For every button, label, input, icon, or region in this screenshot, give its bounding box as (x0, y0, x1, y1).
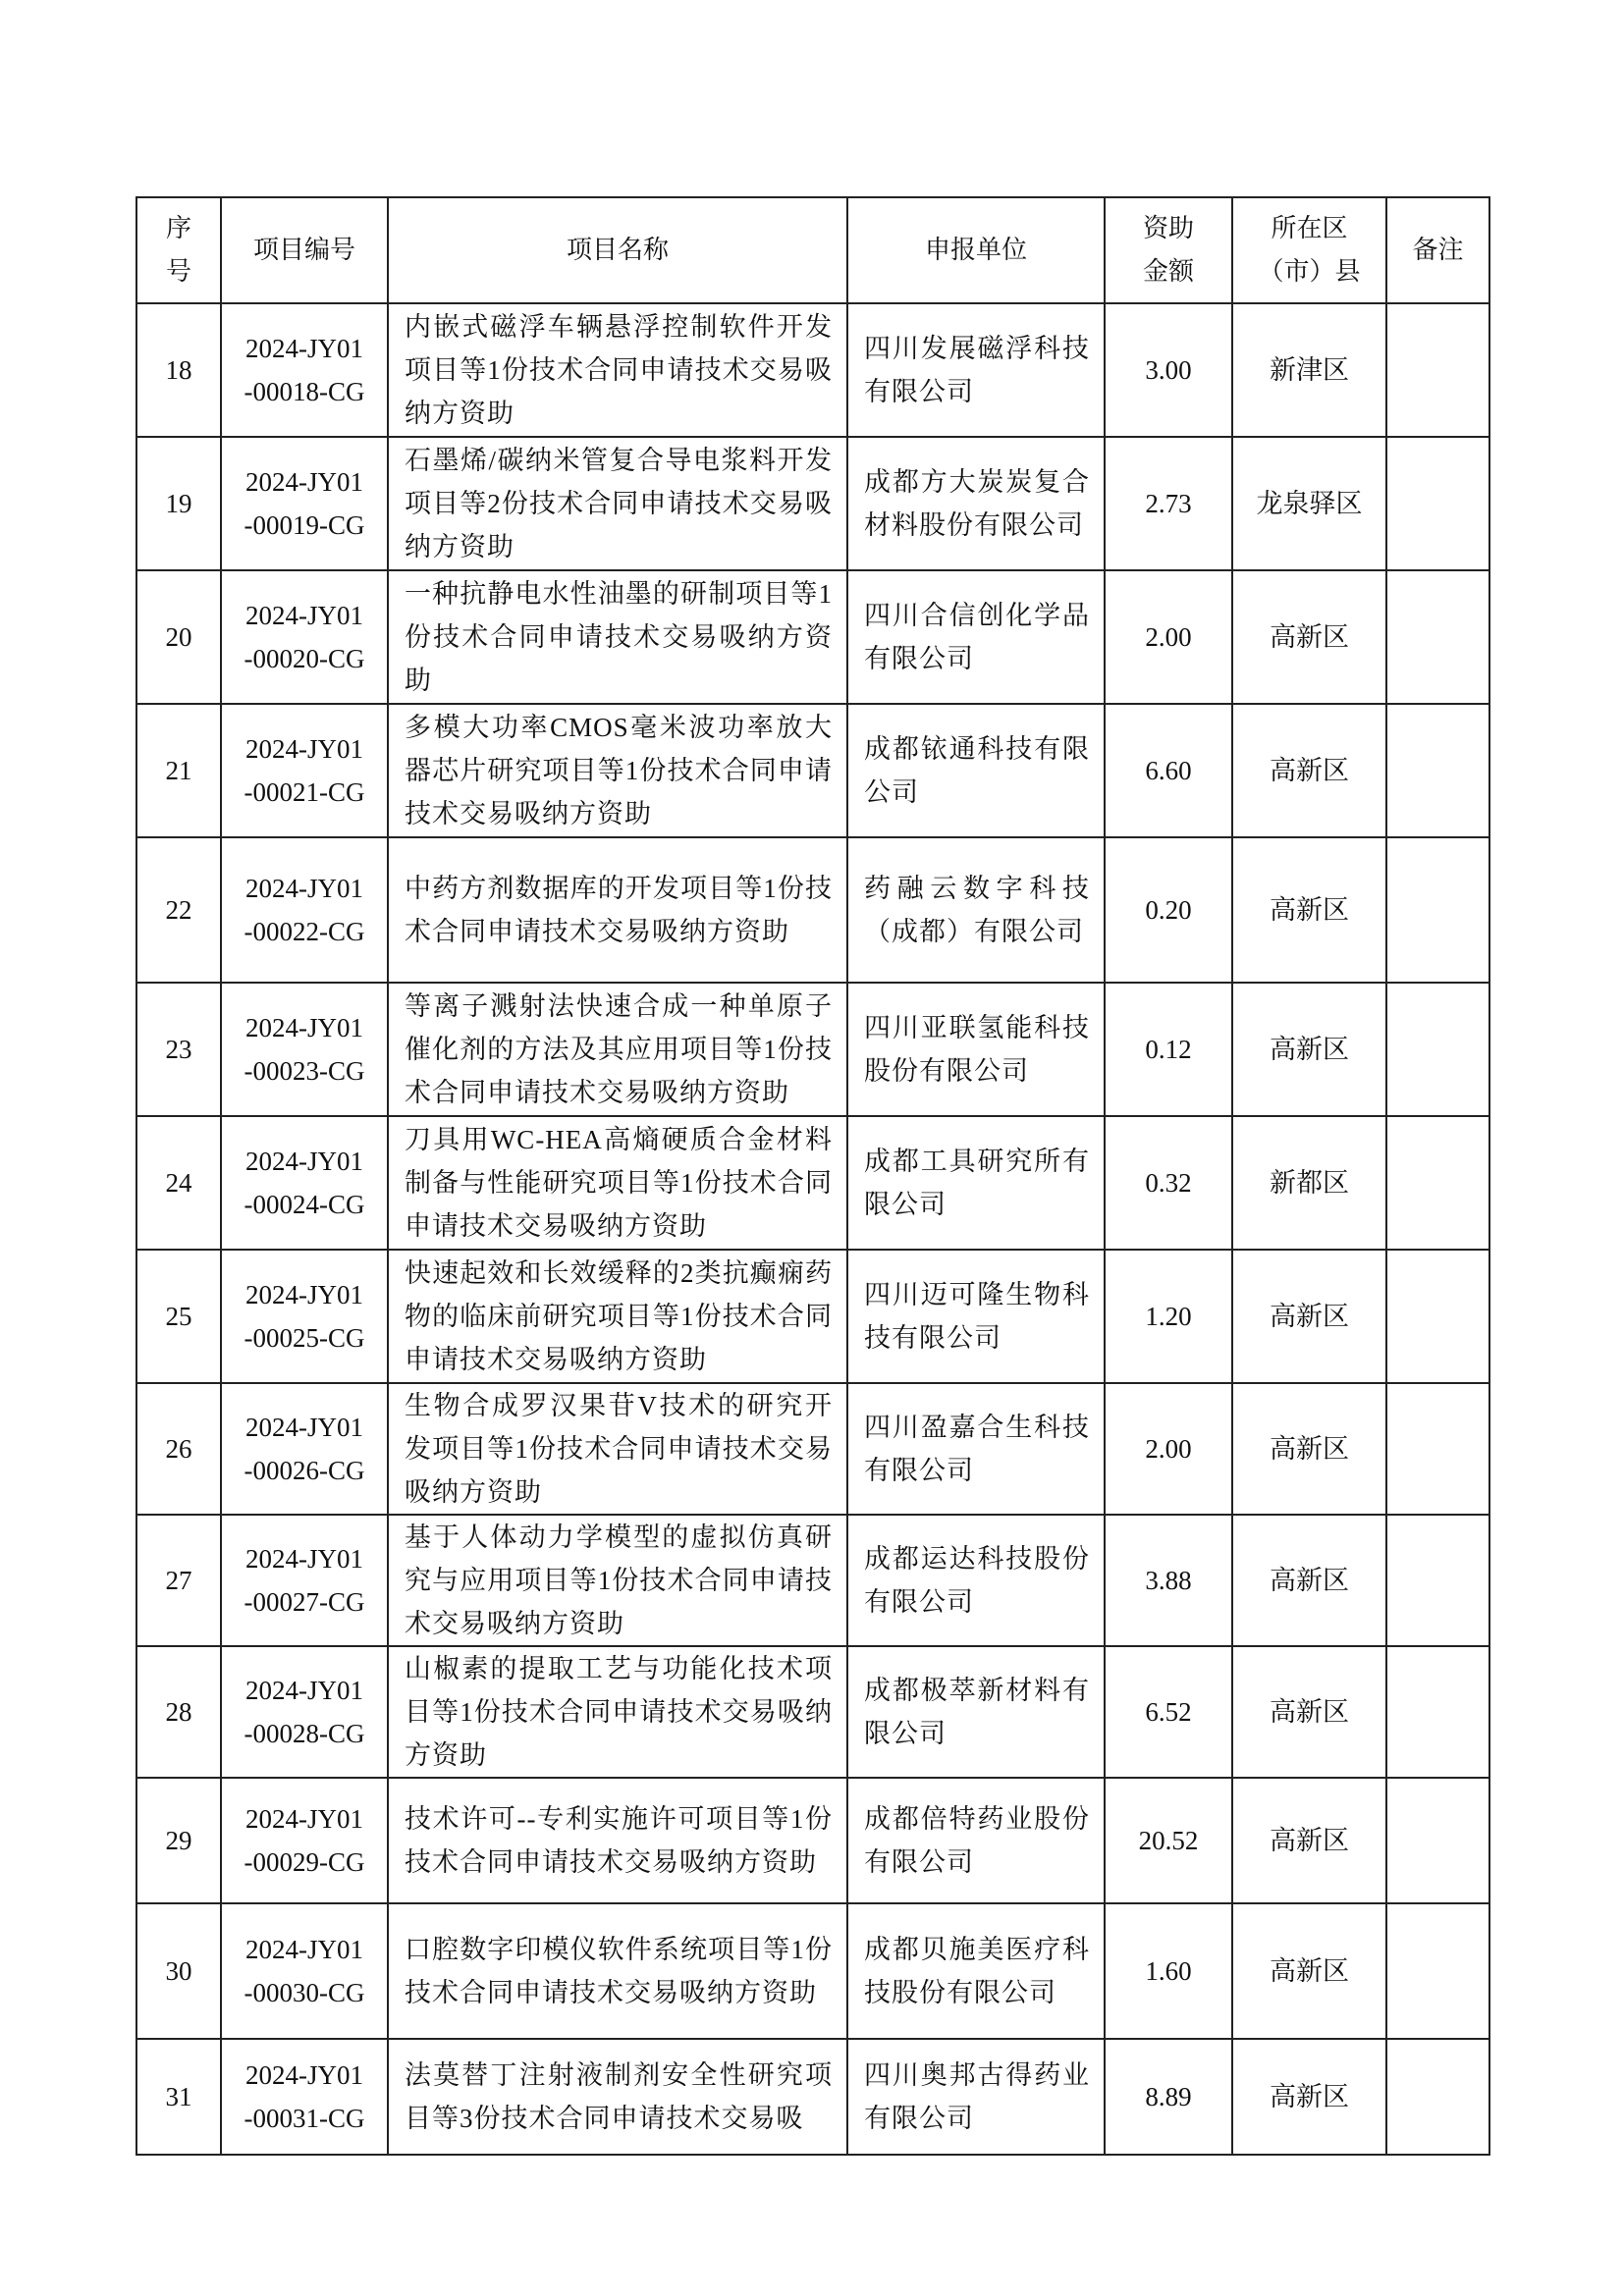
header-district: 所在区 （市）县 (1232, 197, 1386, 303)
funding-table (135, 196, 1490, 2156)
table-header-row (136, 197, 1489, 303)
cell-note (1386, 1646, 1489, 1778)
cell-code-line1: 2024-JY01 (245, 1147, 363, 1176)
cell-code (221, 1116, 388, 1250)
cell-amount: 1.60 (1105, 1903, 1232, 2039)
cell-code-line2: -00020-CG (244, 644, 365, 673)
cell-unit: 成都倍特药业股份有限公司 (847, 1778, 1105, 1903)
cell-project-name: 技术许可--专利实施许可项目等1份技术合同申请技术交易吸纳方资助 (388, 1778, 847, 1903)
cell-code-line2: -00026-CG (244, 1456, 365, 1485)
cell-district: 高新区 (1232, 2039, 1386, 2155)
cell-amount: 6.60 (1105, 704, 1232, 837)
cell-district: 高新区 (1232, 983, 1386, 1116)
cell-project-name: 一种抗静电水性油墨的研制项目等1份技术合同申请技术交易吸纳方资助 (388, 570, 847, 704)
cell-project-name: 内嵌式磁浮车辆悬浮控制软件开发项目等1份技术合同申请技术交易吸纳方资助 (388, 303, 847, 437)
cell-code-line2: -00019-CG (244, 510, 365, 540)
cell-note (1386, 1515, 1489, 1646)
cell-seq: 20 (136, 570, 221, 704)
cell-code (221, 1515, 388, 1646)
cell-note (1386, 1903, 1489, 2039)
header-name: 项目名称 (388, 197, 847, 303)
cell-project-name: 多模大功率CMOS毫米波功率放大器芯片研究项目等1份技术合同申请技术交易吸纳方资助 (388, 704, 847, 837)
cell-note (1386, 1778, 1489, 1903)
cell-code (221, 837, 388, 983)
cell-unit: 成都极萃新材料有限公司 (847, 1646, 1105, 1778)
document-page (135, 196, 1489, 2156)
cell-project-name: 法莫替丁注射液制剂安全性研究项目等3份技术合同申请技术交易吸 (388, 2039, 847, 2155)
cell-project-name: 口腔数字印模仪软件系统项目等1份技术合同申请技术交易吸纳方资助 (388, 1903, 847, 2039)
cell-seq: 25 (136, 1250, 221, 1383)
cell-district: 高新区 (1232, 1250, 1386, 1383)
table-row (136, 1116, 1489, 1250)
cell-code (221, 1903, 388, 2039)
cell-amount: 2.00 (1105, 570, 1232, 704)
table-row (136, 437, 1489, 570)
cell-unit: 四川发展磁浮科技有限公司 (847, 303, 1105, 437)
cell-code-line1: 2024-JY01 (245, 334, 363, 363)
cell-code-line2: -00030-CG (244, 1978, 365, 2007)
cell-note (1386, 570, 1489, 704)
cell-district: 高新区 (1232, 1515, 1386, 1646)
cell-amount: 3.88 (1105, 1515, 1232, 1646)
cell-unit: 成都铱通科技有限公司 (847, 704, 1105, 837)
header-code: 项目编号 (221, 197, 388, 303)
cell-seq: 29 (136, 1778, 221, 1903)
cell-unit: 成都方大炭炭复合材料股份有限公司 (847, 437, 1105, 570)
cell-code-line1: 2024-JY01 (245, 1013, 363, 1042)
cell-code (221, 1646, 388, 1778)
cell-project-name: 等离子溅射法快速合成一种单原子催化剂的方法及其应用项目等1份技术合同申请技术交易吸纳方资助 (388, 983, 847, 1116)
cell-seq: 21 (136, 704, 221, 837)
cell-code-line2: -00024-CG (244, 1190, 365, 1219)
cell-district: 龙泉驿区 (1232, 437, 1386, 570)
cell-code-line1: 2024-JY01 (245, 734, 363, 764)
cell-note (1386, 704, 1489, 837)
cell-unit: 成都运达科技股份有限公司 (847, 1515, 1105, 1646)
cell-note (1386, 983, 1489, 1116)
cell-code-line2: -00018-CG (244, 377, 365, 406)
table-row (136, 1646, 1489, 1778)
cell-unit: 成都工具研究所有限公司 (847, 1116, 1105, 1250)
cell-note (1386, 303, 1489, 437)
cell-seq: 19 (136, 437, 221, 570)
cell-code-line2: -00028-CG (244, 1719, 365, 1748)
cell-note (1386, 2039, 1489, 2155)
cell-district: 高新区 (1232, 1903, 1386, 2039)
cell-unit: 药融云数字科技（成都）有限公司 (847, 837, 1105, 983)
table-body (136, 303, 1489, 2155)
cell-district: 高新区 (1232, 837, 1386, 983)
cell-code-line1: 2024-JY01 (245, 1413, 363, 1442)
cell-seq: 26 (136, 1383, 221, 1515)
cell-note (1386, 1383, 1489, 1515)
header-seq: 序 号 (136, 197, 221, 303)
cell-code-line1: 2024-JY01 (245, 2060, 363, 2090)
table-row (136, 704, 1489, 837)
table-row (136, 570, 1489, 704)
cell-code (221, 1778, 388, 1903)
cell-code (221, 303, 388, 437)
cell-amount: 2.00 (1105, 1383, 1232, 1515)
table-row (136, 1383, 1489, 1515)
table-row (136, 1903, 1489, 2039)
cell-unit: 四川盈嘉合生科技有限公司 (847, 1383, 1105, 1515)
cell-seq: 31 (136, 2039, 221, 2155)
cell-project-name: 山椒素的提取工艺与功能化技术项目等1份技术合同申请技术交易吸纳方资助 (388, 1646, 847, 1778)
cell-code-line2: -00025-CG (244, 1323, 365, 1353)
cell-district: 高新区 (1232, 570, 1386, 704)
cell-code (221, 2039, 388, 2155)
table-row (136, 1250, 1489, 1383)
cell-district: 高新区 (1232, 1383, 1386, 1515)
cell-code-line1: 2024-JY01 (245, 1676, 363, 1705)
cell-seq: 30 (136, 1903, 221, 2039)
cell-district: 新津区 (1232, 303, 1386, 437)
cell-district: 高新区 (1232, 1646, 1386, 1778)
cell-code (221, 570, 388, 704)
cell-code-line1: 2024-JY01 (245, 1935, 363, 1964)
cell-amount: 20.52 (1105, 1778, 1232, 1903)
cell-seq: 23 (136, 983, 221, 1116)
cell-code-line2: -00021-CG (244, 777, 365, 807)
cell-unit: 四川奥邦古得药业有限公司 (847, 2039, 1105, 2155)
table-row (136, 1778, 1489, 1903)
cell-code (221, 437, 388, 570)
cell-code-line1: 2024-JY01 (245, 874, 363, 903)
cell-project-name: 石墨烯/碳纳米管复合导电浆料开发项目等2份技术合同申请技术交易吸纳方资助 (388, 437, 847, 570)
cell-note (1386, 437, 1489, 570)
cell-code-line2: -00022-CG (244, 917, 365, 946)
cell-code-line1: 2024-JY01 (245, 1280, 363, 1309)
cell-amount: 0.20 (1105, 837, 1232, 983)
cell-seq: 24 (136, 1116, 221, 1250)
cell-project-name: 刀具用WC-HEA高熵硬质合金材料制备与性能研究项目等1份技术合同申请技术交易吸纳方资助 (388, 1116, 847, 1250)
table-row (136, 1515, 1489, 1646)
cell-seq: 28 (136, 1646, 221, 1778)
cell-amount: 1.20 (1105, 1250, 1232, 1383)
cell-district: 新都区 (1232, 1116, 1386, 1250)
cell-unit: 成都贝施美医疗科技股份有限公司 (847, 1903, 1105, 2039)
cell-amount: 8.89 (1105, 2039, 1232, 2155)
cell-code-line2: -00031-CG (244, 2104, 365, 2133)
cell-district: 高新区 (1232, 1778, 1386, 1903)
cell-seq: 27 (136, 1515, 221, 1646)
cell-unit: 四川亚联氢能科技股份有限公司 (847, 983, 1105, 1116)
cell-code-line2: -00023-CG (244, 1056, 365, 1086)
cell-code (221, 704, 388, 837)
cell-code (221, 1383, 388, 1515)
cell-project-name: 快速起效和长效缓释的2类抗癫痫药物的临床前研究项目等1份技术合同申请技术交易吸纳方资助 (388, 1250, 847, 1383)
cell-amount: 3.00 (1105, 303, 1232, 437)
table-row (136, 983, 1489, 1116)
cell-code-line2: -00029-CG (244, 1847, 365, 1877)
cell-code-line1: 2024-JY01 (245, 1544, 363, 1574)
header-unit: 申报单位 (847, 197, 1105, 303)
cell-project-name: 基于人体动力学模型的虚拟仿真研究与应用项目等1份技术合同申请技术交易吸纳方资助 (388, 1515, 847, 1646)
cell-code-line1: 2024-JY01 (245, 1804, 363, 1834)
header-amount: 资助 金额 (1105, 197, 1232, 303)
table-row (136, 303, 1489, 437)
header-note: 备注 (1386, 197, 1489, 303)
cell-amount: 2.73 (1105, 437, 1232, 570)
cell-note (1386, 1116, 1489, 1250)
cell-code-line2: -00027-CG (244, 1587, 365, 1617)
cell-note (1386, 837, 1489, 983)
cell-seq: 22 (136, 837, 221, 983)
cell-code-line1: 2024-JY01 (245, 467, 363, 497)
cell-seq: 18 (136, 303, 221, 437)
cell-code (221, 983, 388, 1116)
cell-project-name: 生物合成罗汉果苷V技术的研究开发项目等1份技术合同申请技术交易吸纳方资助 (388, 1383, 847, 1515)
table-row (136, 2039, 1489, 2155)
cell-amount: 6.52 (1105, 1646, 1232, 1778)
cell-code-line1: 2024-JY01 (245, 601, 363, 630)
cell-code (221, 1250, 388, 1383)
cell-unit: 四川合信创化学品有限公司 (847, 570, 1105, 704)
cell-amount: 0.32 (1105, 1116, 1232, 1250)
cell-district: 高新区 (1232, 704, 1386, 837)
cell-project-name: 中药方剂数据库的开发项目等1份技术合同申请技术交易吸纳方资助 (388, 837, 847, 983)
cell-note (1386, 1250, 1489, 1383)
cell-amount: 0.12 (1105, 983, 1232, 1116)
cell-unit: 四川迈可隆生物科技有限公司 (847, 1250, 1105, 1383)
table-row (136, 837, 1489, 983)
